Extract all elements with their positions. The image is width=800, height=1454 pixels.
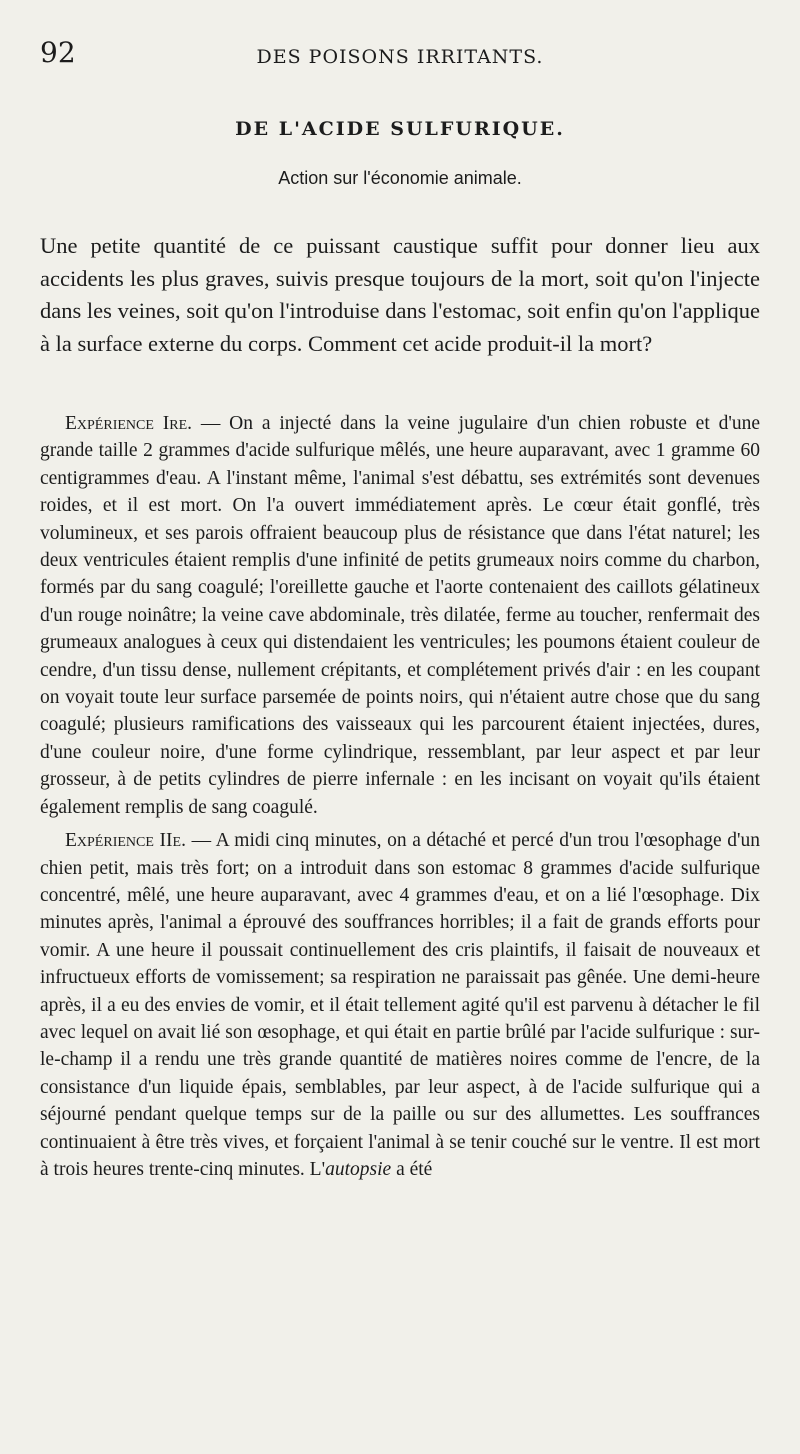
page-number: 92 (40, 36, 76, 69)
experiment-1-paragraph (40, 410, 760, 821)
experiment-1-text: — On a injecté dans la veine jugulaire d'un chien robuste et d'une grande taille 2 grammes d'acide sulfurique mêlés, une heure auparavant, avec 1 gramme 60 centigrammes d'eau. A l'instant même, l'animal s'est débattu, ses extrémités sont devenues roides, et il est mort. On l'a ouvert immédiatement après. Le cœur était gonflé, très volumineux, et ses parois offraient beaucoup plus de résistance que dans l'état naturel; les deux ventricules étaient remplis d'une infinité de petits grumeaux noirs comme du charbon, formés par du sang coagulé; l'oreillette gauche et l'aorte contenaient des caillots gélatineux d'un rouge noinâtre; la veine cave abdominale, très dilatée, ferme au toucher, renfermait des grumeaux analogues à ceux qui distendaient les ventricules; les poumons étaient couleur de cendre, d'un tissu dense, nullement crépitants, et complétement privés d'air : en les coupant on voyait toute leur surface parsemée de points noirs, qui n'étaient autre chose que du sang coagulé; plusieurs ramifications des vaisseaux qui les parcourent étaient injectées, dures, d'une couleur noire, d'une forme cylindrique, ressemblant, par leur aspect et par leur grosseur, à de petits cylindres de pierre infernale : en les incisant on voyait qu'ils étaient également remplis de sang coagulé. (40, 413, 761, 818)
experiment-2-tail: a été (391, 1158, 433, 1180)
experiment-2-label: Expérience IIe. (65, 830, 186, 852)
experiment-2-paragraph (40, 827, 760, 1183)
experiment-2-emphasis: autopsie (325, 1158, 392, 1180)
section-title: DE L'ACIDE SULFURIQUE. (235, 118, 565, 140)
experiments-body (40, 410, 760, 1189)
section-subtitle: Action sur l'économie animale. (278, 168, 522, 188)
page-header (0, 36, 800, 76)
intro-paragraph: Une petite quantité de ce puissant caustique suffit pour donner lieu aux accidents les plus graves, suivis presque toujours de la mort, soit qu'on l'injecte dans les veines, soit qu'on l'introduise dans l'estomac, soit enfin qu'on l'applique à la surface externe du corps. Comment cet acide produit-il la mort? (40, 233, 760, 356)
experiment-1-label: Expérience Ire. (65, 413, 193, 434)
running-head: DES POISONS IRRITANTS. (256, 46, 544, 68)
experiment-2-text: — A midi cinq minutes, on a détaché et percé d'un trou l'œsophage d'un chien petit, mais très fort; on a introduit dans son estomac 8 grammes d'acide sulfurique concentré, mêlé, une heure auparavant, avec 4 grammes d'eau, et on a lié l'œsophage. Dix minutes après, l'animal a éprouvé des souffrances horribles; il a fait de grands efforts pour vomir. A une heure il poussait continuellement des cris plaintifs, il faisait de nouveaux et infructueux efforts de vomissement; sa respiration ne paraissait pas gênée. Une demi-heure après, il a eu des envies de vomir, et il était tellement agité qu'il est parvenu à détacher le fil avec lequel on avait lié son œsophage, et qui était en partie brûlé par l'acide sulfurique : sur-le-champ il a rendu une très grande quantité de matières noires comme de l'encre, de la consistance d'un liquide épais, semblables, par leur aspect, à de l'acide sulfurique qui a séjourné pendant quelque temps sur de la paille ou sur des allumettes. Les souffrances continuaient à être très vives, et forçaient l'animal à se tenir couché sur le ventre. Il est mort à trois heures trente-cinq minutes. L' (40, 830, 761, 1180)
